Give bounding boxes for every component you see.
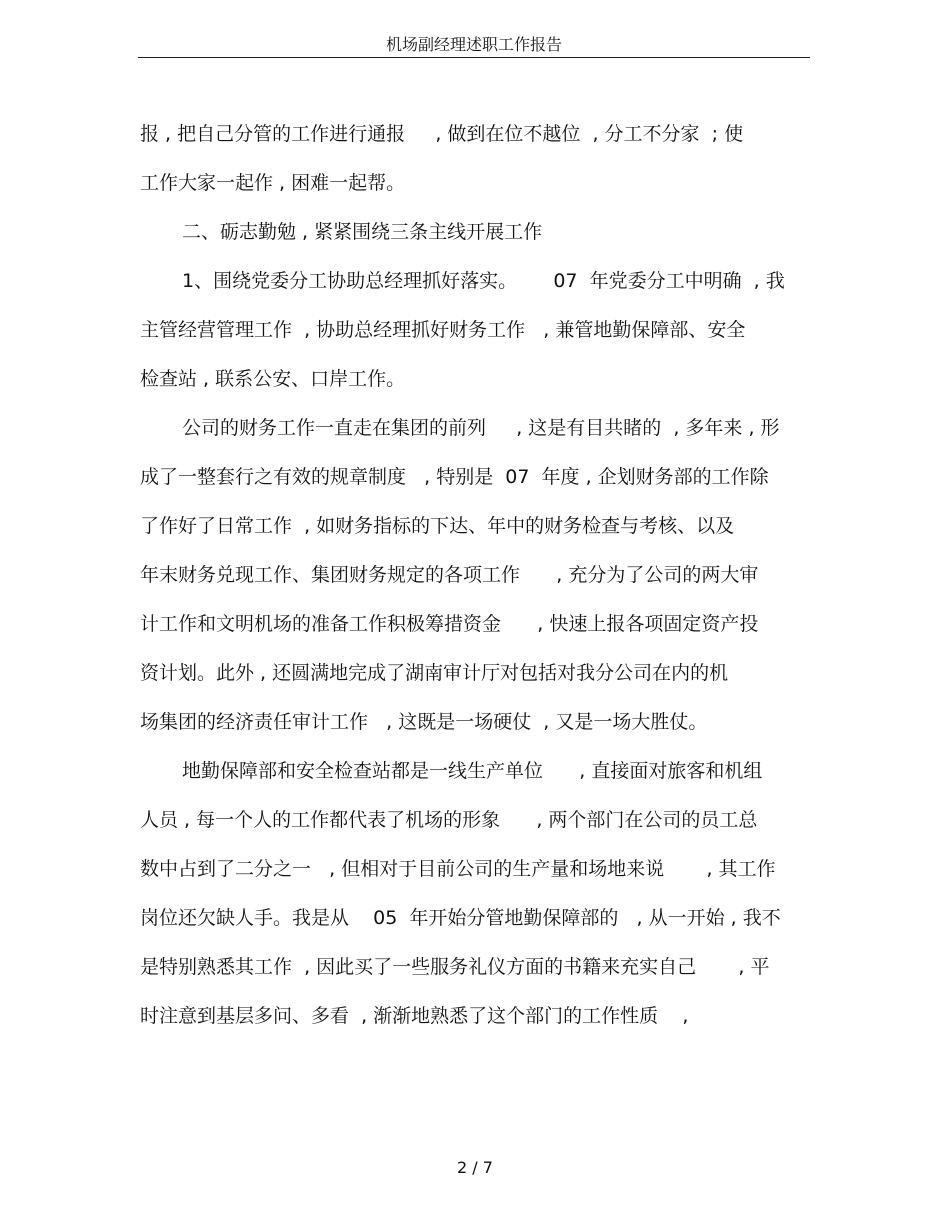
text-line: 场集团的经济责任审计工作 , 这既是一场硬仗 , 又是一场大胜仗。 — [140, 711, 708, 733]
text-line: 了作好了日常工作 , 如财务指标的下达、年中的财务检查与考核、以及 — [140, 515, 735, 537]
text-line: 是特别熟悉其工作 , 因此买了一些服务礼仪方面的书籍来充实自己 , 平 — [140, 956, 770, 978]
text-line: 数中占到了二分之一 , 但相对于目前公司的生产量和场地来说 , 其工作 — [140, 858, 776, 880]
text-line: 时注意到基层多问、多看 , 渐渐地熟悉了这个部门的工作性质 , — [140, 1005, 689, 1027]
text-line: 1、围绕党委分工协助总经理抓好落实。 07 年党委分工中明确 , 我 — [182, 270, 785, 292]
text-line: 岗位还欠缺人手。我是从 05 年开始分管地勤保障部的 , 从一开始 , 我不 — [140, 907, 781, 929]
text-line: 计工作和文明机场的准备工作积极筹措资金 , 快速上报各项固定资产投 — [140, 613, 759, 635]
text-line: 报 , 把自己分管的工作进行通报 , 做到在位不越位 , 分工不分家 ; 使 — [140, 123, 744, 145]
text-line: 地勤保障部和安全检查站都是一线生产单位 , 直接面对旅客和机组 — [182, 760, 763, 782]
text-line: 成了一整套行之有效的规章制度 , 特别是 07 年度 , 企划财务部的工作除 — [140, 466, 769, 488]
text-line: 公司的财务工作一直走在集团的前列 , 这是有目共睹的 , 多年来 , 形 — [182, 417, 780, 439]
header-divider — [138, 57, 810, 58]
text-line: 主管经营管理工作 , 协助总经理抓好财务工作 , 兼管地勤保障部、安全 — [140, 319, 746, 341]
text-line: 年末财务兑现工作、集团财务规定的各项工作 , 充分为了公司的两大审 — [140, 564, 759, 586]
page-header-title: 机场副经理述职工作报告 — [385, 35, 562, 54]
text-line: 人员 , 每一个人的工作都代表了机场的形象 , 两个部门在公司的员工总 — [140, 809, 758, 831]
text-line: 资计划。此外 , 还圆满地完成了湖南审计厅对包括对我分公司在内的机 — [140, 662, 729, 684]
text-line: 工作大家一起作 , 困难一起帮。 — [140, 172, 406, 194]
text-line: 检查站 , 联系公安、口岸工作。 — [140, 368, 406, 390]
section-heading: 二、砺志勤勉 , 紧紧围绕三条主线开展工作 — [182, 221, 543, 243]
page-number: 2 / 7 — [457, 1158, 493, 1177]
document-body — [140, 110, 810, 1041]
